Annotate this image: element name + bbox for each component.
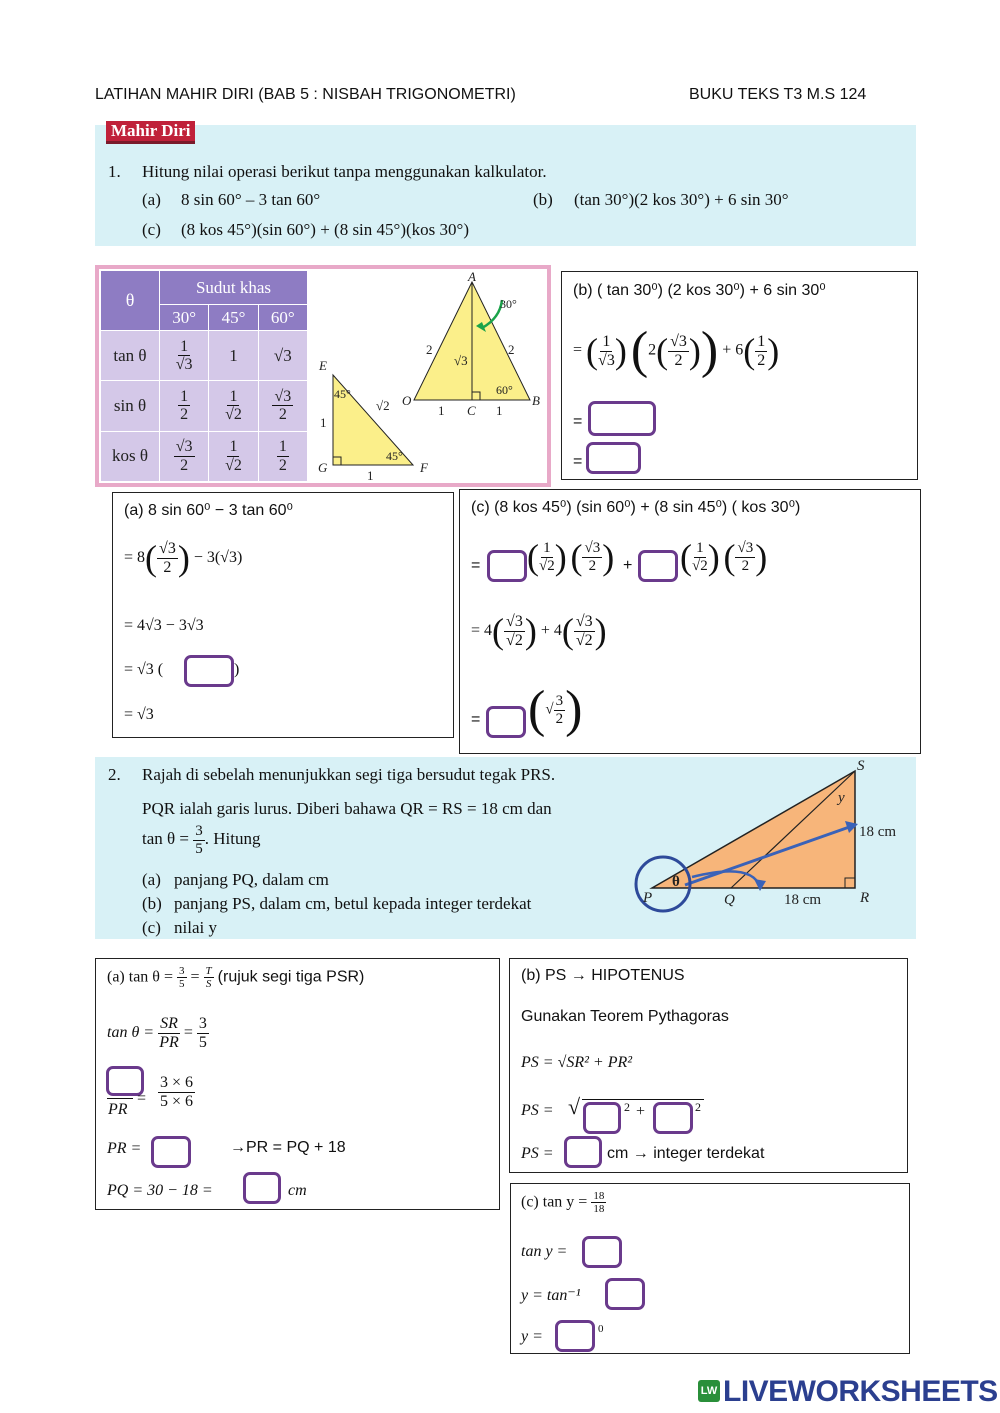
cell-numerator: √3 (274, 387, 292, 405)
solution-2a-tan-label: (a) tan θ = (107, 968, 173, 986)
fraction-numerator: 18 (593, 1190, 605, 1202)
angle-B-label: 60° (496, 383, 513, 397)
question-1c-expression: (8 kos 45°)(sin 60°) + (8 sin 45°)(kos 30°) (181, 220, 469, 239)
solution-2b-ps-label: PS = (521, 1102, 554, 1119)
fraction-numerator: T (205, 965, 212, 977)
cell-numerator: √3 (175, 438, 193, 456)
equals-sign: = (471, 557, 481, 574)
cell-numerator: 1 (180, 387, 189, 405)
label-G: G (318, 460, 328, 475)
question-1a-label: (a) (142, 190, 161, 209)
table-cell (258, 431, 307, 481)
solution-a-title: (a) 8 sin 60⁰ − 3 tan 60⁰ (124, 502, 293, 519)
tan-theta-label: tan θ = (142, 828, 189, 848)
solution-2a-reference: (rujuk segi tiga PSR) (217, 968, 365, 986)
mahir-diri-banner: Mahir Diri (106, 121, 195, 144)
question-1-number: 1. (108, 162, 121, 181)
answer-box-b1[interactable] (588, 401, 656, 436)
table-cell (209, 381, 258, 431)
answer-box-2b1[interactable] (583, 1102, 621, 1134)
solution-c-line-3-start: = 4 (471, 621, 493, 639)
answer-box-b2[interactable] (586, 442, 641, 474)
solution-2b-line-2: Gunakan Teorem Pythagoras (521, 1008, 729, 1025)
solution-2c-line-4: y = (521, 1328, 543, 1345)
angle-E-label: 45° (334, 387, 351, 401)
cell-numerator: 1 (229, 387, 238, 405)
solution-a-line-2-end: − 3(√3) (193, 548, 243, 566)
fraction-bar (107, 1098, 133, 1099)
solution-b-title: (b) ( tan 30⁰) (2 kos 30⁰) + 6 sin 30⁰ (573, 282, 826, 299)
angle-F-label: 45° (386, 449, 403, 463)
question-2c-label: (c) (142, 918, 161, 937)
solution-c-line-3-mid: + 4 (540, 621, 562, 639)
answer-box-2a3[interactable] (243, 1172, 281, 1204)
fraction-denominator: PR (159, 1033, 179, 1051)
label-F: F (420, 460, 428, 475)
side-OC-label: 1 (438, 403, 445, 418)
root-bar (582, 1099, 704, 1100)
liveworksheets-brand: LIVEWORKSHEETS (723, 1375, 998, 1408)
solution-2b-line-3: PS = √SR² + PR² (521, 1054, 633, 1071)
altitude-label: √3 (454, 353, 468, 368)
solution-c-title: (c) (8 kos 45⁰) (sin 60⁰) + (8 sin 45⁰) ( kos 30⁰) (471, 499, 801, 516)
question-2b-label: (b) (142, 894, 162, 913)
solution-2a-pq-label: PQ = 30 − 18 = (107, 1182, 213, 1199)
cell-numerator: 1 (278, 438, 287, 456)
cell-denominator: 2 (180, 406, 189, 424)
table-cell: √3 (258, 331, 307, 381)
table-row-label: kos θ (101, 431, 160, 481)
table-cell (258, 381, 307, 431)
solution-2b-line-1: (b) PS → HIPOTENUS (521, 967, 685, 984)
fraction-numerator: 3 (198, 1015, 207, 1032)
question-2-line-2: PQR ialah garis lurus. Diberi bahawa QR = RS = 18 cm dan (142, 799, 552, 818)
cell-numerator: 1 (229, 438, 238, 456)
answer-box-c3[interactable] (486, 706, 526, 738)
tan-theta-label: tan θ = (107, 1023, 155, 1041)
tan-y-label: (c) tan y = (521, 1193, 588, 1211)
table-sudut-khas-header: Sudut khas (160, 271, 308, 305)
solution-c-line-4-root: (√ $\frac{3}{2}$ ) (528, 681, 583, 738)
table-cell (160, 331, 209, 381)
question-2-line-3 (142, 823, 260, 857)
question-2-line-1: Rajah di sebelah menunjukkan segi tiga bersudut tegak PRS. (142, 765, 556, 784)
angle-A-label: 30° (500, 297, 517, 311)
question-1b-label: (b) (533, 190, 553, 209)
question-2c-text: nilai y (174, 918, 217, 937)
solution-2a-line-3-fraction (158, 1074, 195, 1110)
table-cell (160, 431, 209, 481)
cell-denominator: 2 (278, 456, 287, 474)
tan-theta-numerator: 3 (195, 823, 203, 839)
solution-2c-line-3: y = tan⁻¹ (521, 1287, 581, 1304)
fraction-denominator: 5 (198, 1033, 207, 1051)
label-P: P (643, 890, 653, 906)
solution-2a-unit: cm (288, 1182, 307, 1199)
special-triangles-diagram (310, 270, 546, 480)
solution-a-line-2: = 8( $\frac{√3}{2}$ ) − 3(√3) (124, 538, 243, 579)
solution-a-box (112, 492, 454, 738)
side-RS-label: 18 cm (859, 824, 897, 840)
question-2a-text: panjang PQ, dalam cm (174, 870, 329, 889)
answer-box-c1[interactable] (487, 550, 527, 582)
fraction-denominator: S (205, 978, 212, 991)
hypotenuse-label: √2 (376, 398, 390, 413)
side-EG-label: 1 (320, 415, 327, 430)
answer-box-2a2[interactable] (151, 1136, 191, 1168)
table-angle-60: 60° (258, 305, 307, 331)
label-y: y (838, 790, 845, 806)
label-S: S (857, 758, 865, 774)
label-C: C (467, 403, 476, 418)
solution-c-line-2-fractions: ( $\frac{1}{√2}$ ) ( $\frac{√3}{2}$ ) (527, 537, 615, 577)
question-1b-expression: (tan 30°)(2 kos 30°) + 6 sin 30° (574, 190, 789, 209)
square-exponent: 2 (624, 1100, 630, 1114)
side-OA-label: 2 (426, 342, 433, 357)
plus-sign: + (623, 557, 633, 574)
equals-sign: = (573, 341, 583, 359)
solution-2a-pr-note: →PR = PQ + 18 (230, 1139, 346, 1156)
cell-denominator: 2 (180, 456, 189, 474)
solution-a-line-4-end: ) (234, 661, 240, 678)
cell-denominator: 2 (278, 406, 287, 424)
answer-box-2c1[interactable] (582, 1236, 622, 1268)
equals-sign: = (137, 1090, 147, 1107)
answer-box-2b2[interactable] (653, 1102, 693, 1134)
solution-2a-line-1: (a) tan θ = $\frac{3}{5}$ = $\frac{T}{S}$ (rujuk segi tiga PSR) (107, 965, 365, 991)
label-R: R (860, 890, 870, 906)
fraction-numerator: 3 × 6 (160, 1074, 194, 1091)
header-title: LATIHAN MAHIR DIRI (BAB 5 : NISBAH TRIGONOMETRI) (95, 86, 516, 103)
label-E: E (319, 358, 327, 373)
solution-2b-unit: cm → integer terdekat (607, 1145, 765, 1162)
side-QR-label: 18 cm (784, 892, 822, 908)
solution-2b-ps-label-2: PS = (521, 1145, 554, 1162)
hitung-label: . Hitung (204, 828, 261, 848)
answer-box-2c3[interactable] (555, 1320, 595, 1352)
label-O: O (402, 393, 412, 408)
cell-numerator: 1 (180, 337, 189, 355)
label-theta: θ (672, 874, 680, 890)
cell-denominator: √3 (175, 356, 193, 374)
fraction-numerator: 3 (179, 965, 185, 977)
label-A: A (468, 270, 476, 284)
fraction-denominator: 18 (593, 1203, 605, 1216)
table-cell (160, 381, 209, 431)
answer-box-2c2[interactable] (605, 1278, 645, 1310)
plus-sign: + (636, 1103, 646, 1120)
question-1c-label: (c) (142, 220, 161, 239)
fraction-denominator: 5 (179, 978, 185, 991)
table-cell: 1 (209, 331, 258, 381)
equals-sign: = (573, 413, 583, 430)
solution-a-line-3: = 4√3 − 3√3 (124, 617, 204, 634)
equals-sign: = (573, 453, 583, 470)
table-angle-30: 30° (160, 305, 209, 331)
label-B: B (532, 393, 540, 408)
fraction-denominator: 5 × 6 (160, 1092, 194, 1110)
square-exponent: 2 (695, 1100, 701, 1114)
special-angles-table (100, 270, 308, 482)
cell-denominator: √2 (225, 406, 242, 424)
question-2b-text: panjang PS, dalam cm, betul kepada integer terdekat (174, 894, 532, 913)
root-sign: √ (568, 1094, 581, 1119)
solution-2a-pr-label: PR = (107, 1140, 142, 1157)
answer-box-c2[interactable] (638, 550, 678, 582)
side-AB-label: 2 (508, 342, 515, 357)
table-row-label: tan θ (101, 331, 160, 381)
triangle-prs (652, 771, 855, 888)
solution-a-line-2-start: = 8 (124, 548, 146, 566)
fraction-numerator: SR (160, 1015, 178, 1032)
table-theta-header: θ (101, 271, 160, 331)
solution-b-working: = ( $\frac{1}{√3}$ ) (2( $\frac{√3}{2}$ )) + 6( $\frac{1}{2}$ ) (573, 322, 780, 379)
question-2a-label: (a) (142, 870, 161, 889)
solution-2c-line-2: tan y = (521, 1243, 568, 1260)
side-GF-label: 1 (367, 468, 374, 480)
solution-a-line-4-start: = √3 ( (124, 661, 164, 678)
solution-a-line-5: = √3 (124, 706, 154, 723)
question-2-number: 2. (108, 765, 121, 784)
answer-box-a1[interactable] (184, 655, 234, 687)
answer-box-2b3[interactable] (564, 1136, 602, 1168)
degree-symbol: 0 (598, 1323, 604, 1335)
equals-sign: = (471, 711, 481, 728)
cell-denominator: √2 (225, 456, 242, 474)
header-reference: BUKU TEKS T3 M.S 124 (689, 86, 867, 103)
triangle-prs-diagram (630, 757, 916, 939)
table-angle-45: 45° (209, 305, 258, 331)
solution-2a-line-2: tan θ = $\frac{SR}{PR}$ = $\frac{3}{5}$ (107, 1015, 207, 1051)
solution-c-line-2-fractions-b: ( $\frac{1}{√2}$ ) ( $\frac{√3}{2}$ ) (680, 537, 768, 577)
solution-2a-denominator: PR (108, 1101, 128, 1118)
liveworksheets-logo-icon: LW (698, 1380, 720, 1402)
solution-c-line-3: = 4( $\frac{√3}{√2}$ ) + 4( $\frac{√3}{√2}$ ) (471, 611, 607, 652)
solution-2a-box (95, 958, 500, 1210)
question-1a-expression: 8 sin 60° – 3 tan 60° (181, 190, 321, 209)
label-Q: Q (724, 892, 735, 908)
table-cell (209, 431, 258, 481)
side-CB-label: 1 (496, 403, 503, 418)
tan-theta-denominator: 5 (195, 840, 203, 857)
table-row-label: sin θ (101, 381, 160, 431)
solution-2c-line-1 (521, 1190, 606, 1215)
question-1-text: Hitung nilai operasi berikut tanpa menggunakan kalkulator. (142, 162, 547, 181)
